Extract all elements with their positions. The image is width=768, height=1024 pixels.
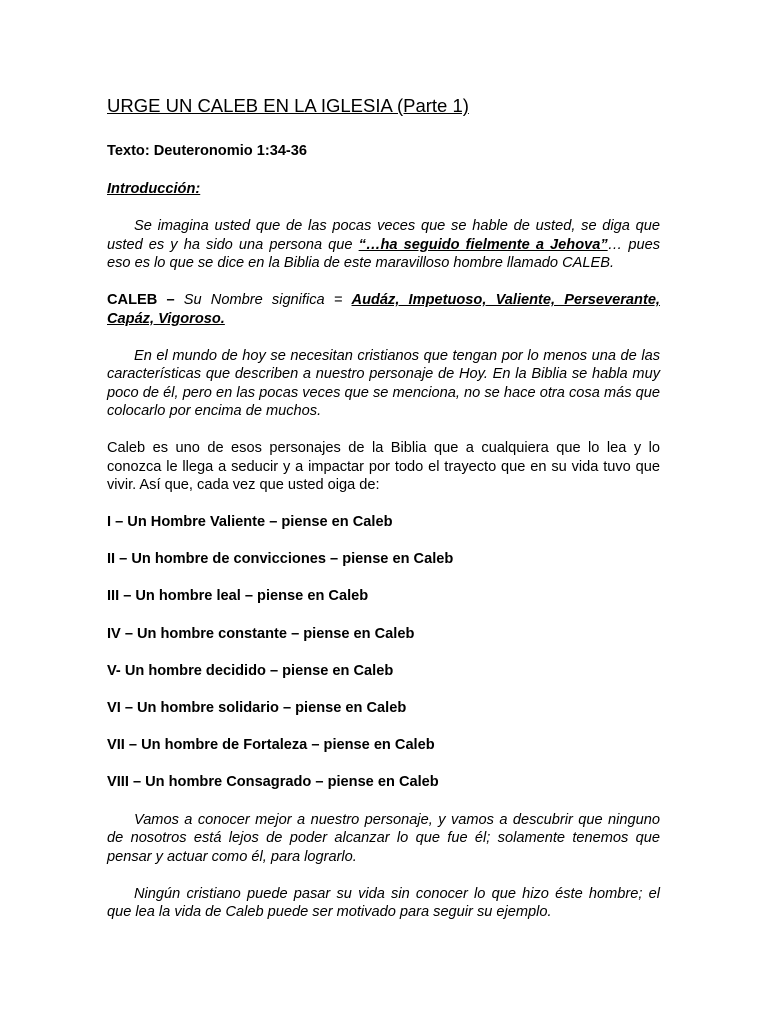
document-title: URGE UN CALEB EN LA IGLESIA (Parte 1) (107, 95, 469, 116)
list-item: VII – Un hombre de Fortaleza – piense en Caleb (107, 737, 435, 754)
introduction-heading: Introducción: (107, 180, 201, 197)
intro-text-after: … pues eso es lo que se dice en la Biblia de este maravilloso hombre llamado CALEB. (107, 236, 660, 271)
introduction-paragraph (107, 217, 660, 273)
caleb-description-paragraph: Caleb es uno de esos personajes de la Biblia que a cualquiera que lo lea y lo conozca le llega a seducir y a impactar por todo el trayecto que en su vida tuvo que vivir. Así que, cada vez que usted oiga de: (107, 440, 660, 493)
intro-scripture-quote: “…ha seguido fielmente a Jehova” (358, 236, 608, 253)
list-item: VIII – Un hombre Consagrado – piense en Caleb (107, 774, 439, 791)
list-item: IV – Un hombre constante – piense en Caleb (107, 625, 415, 642)
world-paragraph: En el mundo de hoy se necesitan cristianos que tengan por lo menos una de las características que describen a nuestro personaje de Hoy. En la Biblia se habla muy poco de él, pero en las pocas veces que se menciona, no se hace otra cosa más que colocarlo por encima de muchos. (107, 347, 660, 419)
scripture-reference: Texto: Deuteronomio 1:34-36 (107, 143, 308, 159)
ningun-paragraph: Ningún cristiano puede pasar su vida sin conocer lo que hizo éste hombre; el que lea la vida de Caleb puede ser motivado para seguir su ejemplo. (107, 885, 660, 920)
list-item: II – Un hombre de convicciones – piense en Caleb (107, 551, 454, 568)
caleb-meaning-words: Audáz, Impetuoso, Valiente, Perseverante, Capáz, Vigoroso. (107, 292, 660, 327)
list-item: V- Un hombre decidido – piense en Caleb (107, 662, 394, 679)
intro-text-before: Se imagina usted que de las pocas veces que se hable de usted, se diga que usted es y ha sido una persona que (107, 218, 660, 253)
list-item: I – Un Hombre Valiente – piense en Caleb (107, 514, 393, 530)
conocer-paragraph: Vamos a conocer mejor a nuestro personaje, y vamos a descubrir que ninguno de nosotros está lejos de poder alcanzar lo que fue él; solamente tenemos que pensar y actuar como él, para lograrlo. (107, 811, 660, 865)
caleb-meaning-paragraph (107, 291, 660, 328)
document-body (107, 94, 660, 940)
caleb-meaning-text: Su Nombre significa = (174, 292, 352, 308)
list-item: VI – Un hombre solidario – piense en Caleb (107, 699, 407, 716)
caleb-name: CALEB – (107, 292, 175, 308)
list-item: III – Un hombre leal – piense en Caleb (107, 588, 369, 605)
